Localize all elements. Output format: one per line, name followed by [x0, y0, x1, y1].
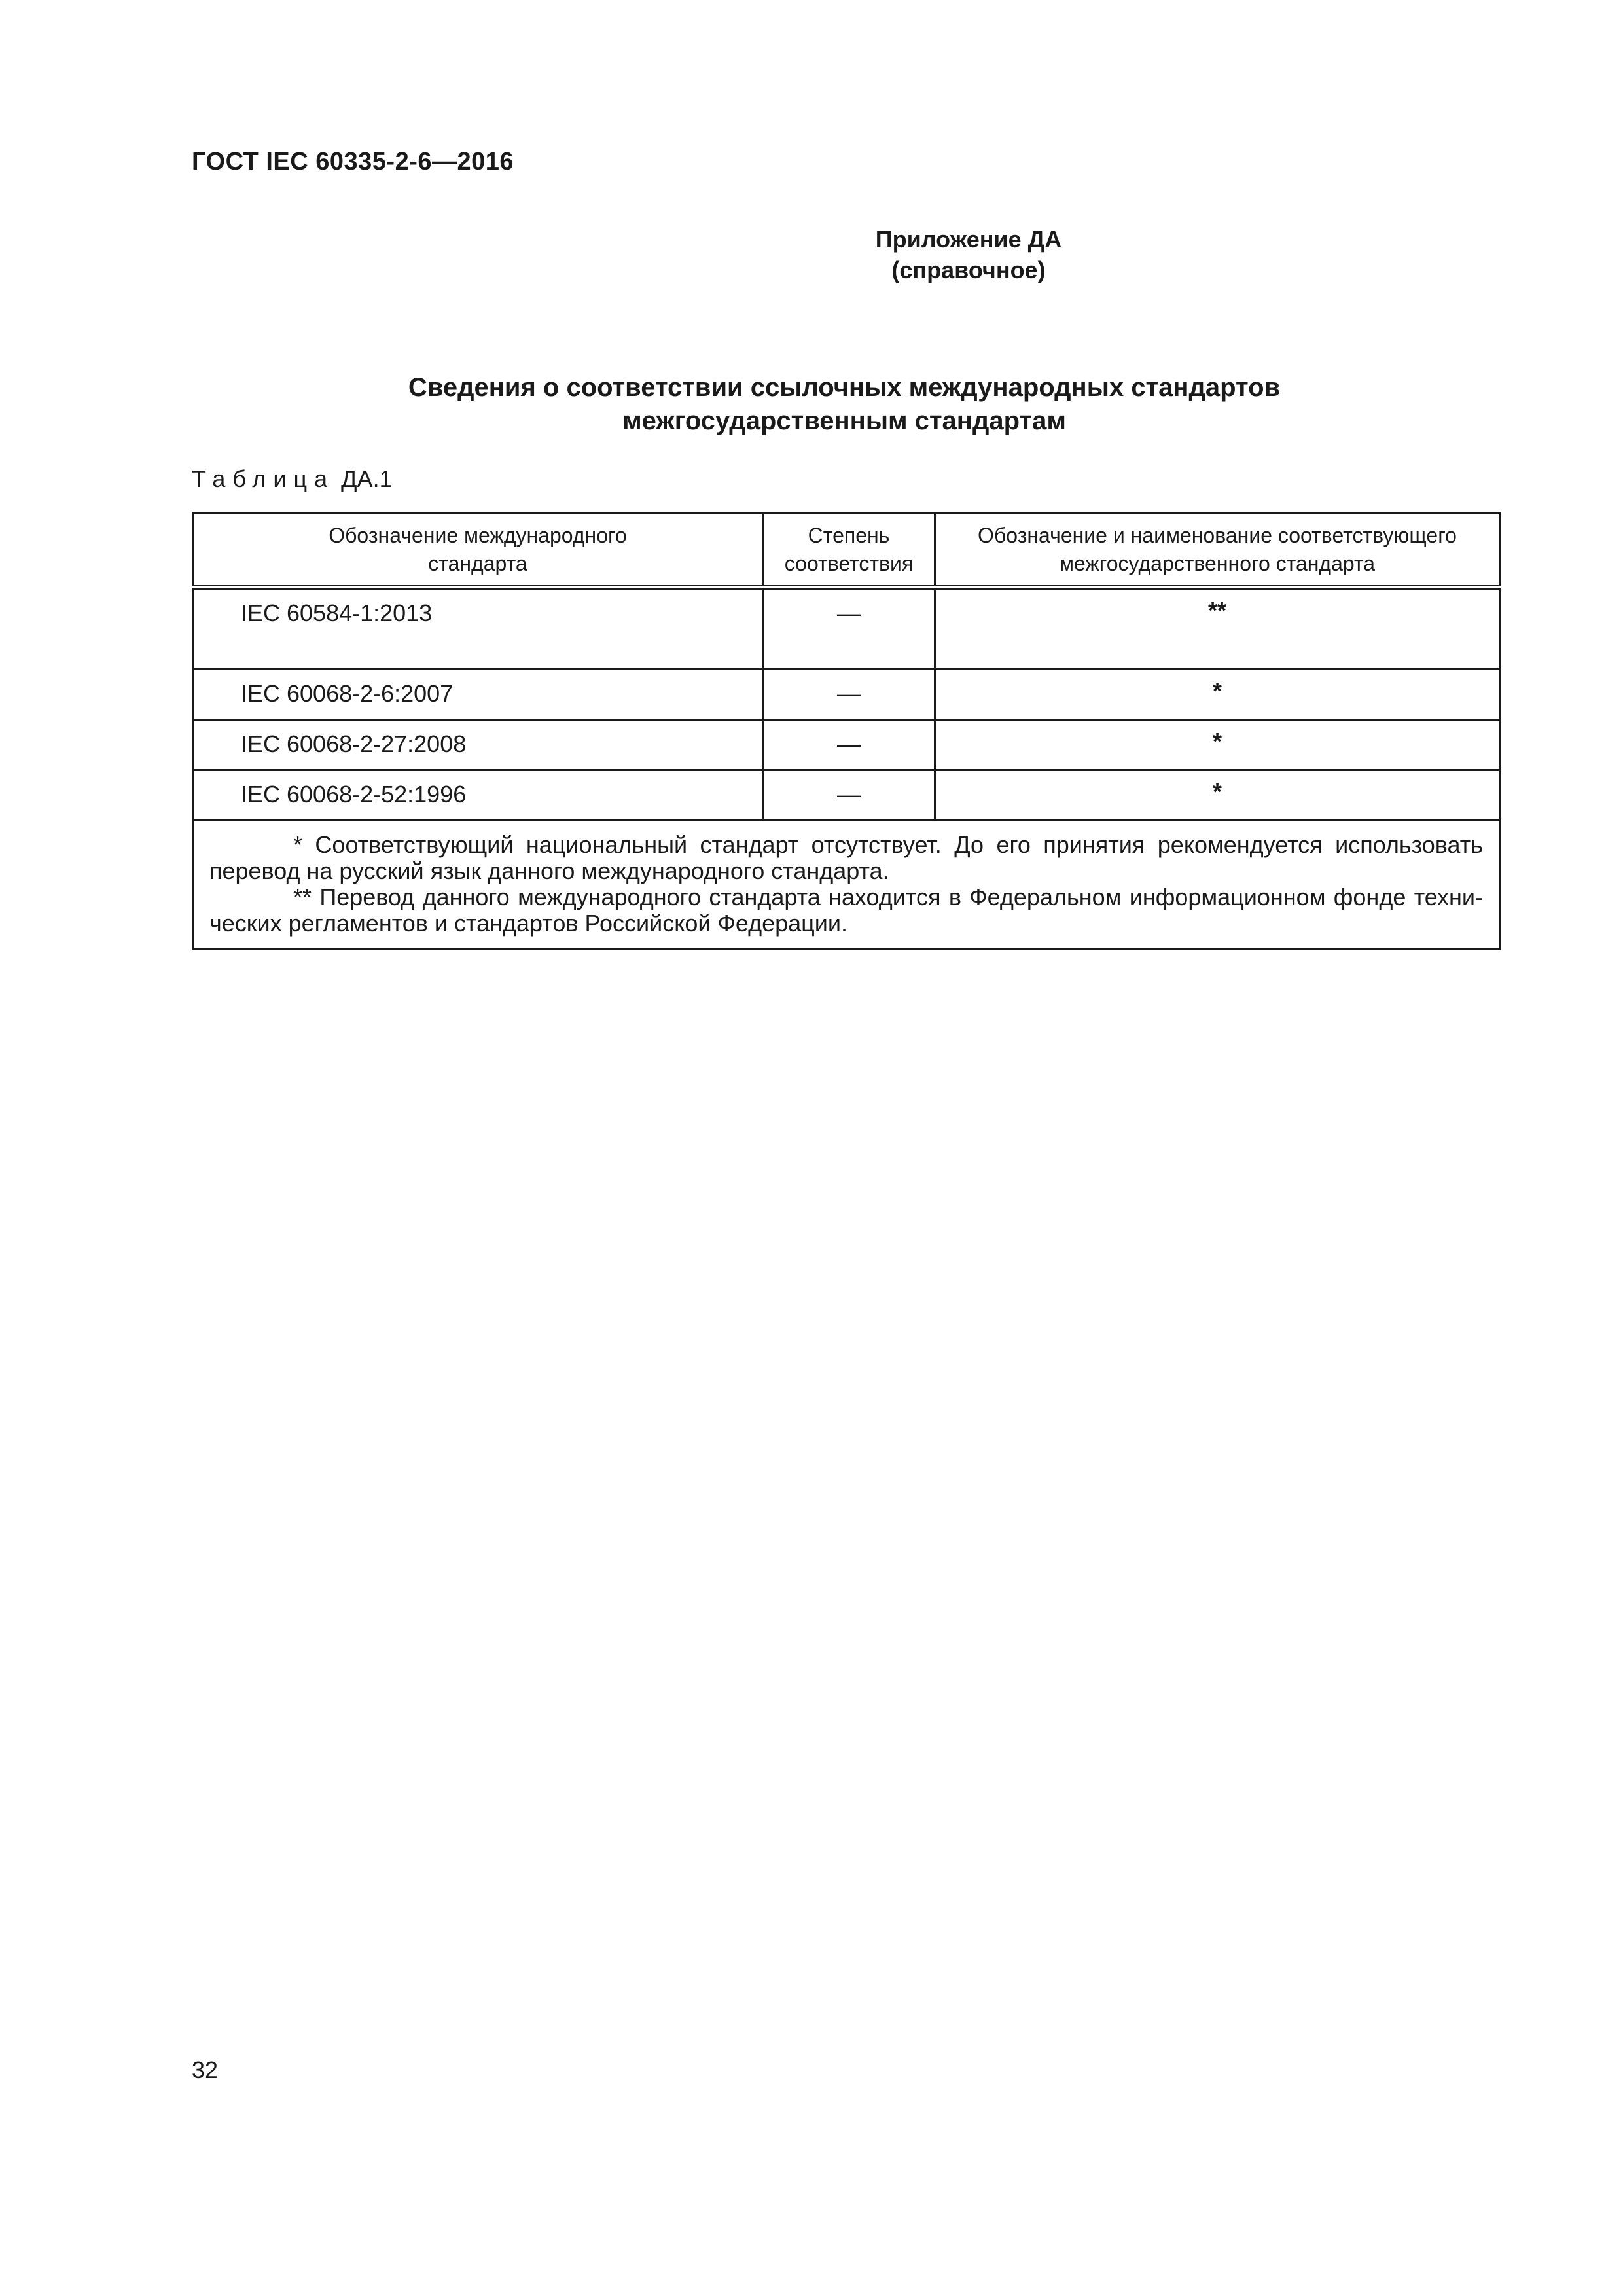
table-notes-row [193, 821, 1500, 950]
table-row [193, 670, 1500, 720]
cell-degree: — [763, 670, 935, 720]
section-title [249, 371, 1440, 438]
header-degree-of-conformity: Степень соответствия [763, 514, 935, 588]
table-caption-word: Таблица [192, 465, 335, 492]
appendix-subtitle: (справочное) [891, 257, 1046, 283]
cell-standard-code: IEC 60068-2-27:2008 [193, 720, 763, 770]
cell-interstate-standard: * [935, 720, 1500, 770]
cell-interstate-standard: * [935, 670, 1500, 720]
table-notes [193, 821, 1500, 950]
section-title-line1: Сведения о соответствии ссылочных международных стандартов [408, 373, 1281, 402]
cell-degree: — [763, 588, 935, 670]
cell-standard-code: IEC 60068-2-6:2007 [193, 670, 763, 720]
cell-standard-code: IEC 60584-1:2013 [193, 588, 763, 670]
cell-standard-code: IEC 60068-2-52:1996 [193, 770, 763, 821]
section-title-line2: межгосударственным стандартам [622, 406, 1066, 435]
appendix-heading [628, 224, 1309, 285]
note-single-asterisk: * Соответствующий национальный стандарт отсутствует. До его принятия рекомендуется использовать перевод на русский язык данного международного стандарта. [209, 831, 1483, 884]
page-number: 32 [192, 2056, 219, 2083]
cell-interstate-standard: * [935, 770, 1500, 821]
header-international-standard: Обозначение международного стандарта [193, 514, 763, 588]
document-code: ГОСТ IEC 60335-2-6—2016 [192, 148, 514, 175]
table-caption-number: ДА.1 [341, 465, 393, 492]
standards-table [192, 512, 1501, 950]
appendix-title: Приложение ДА [875, 226, 1062, 253]
table-caption [192, 465, 393, 493]
note-double-asterisk: ** Перевод данного международного стандарта находится в Федеральном информационном фонде технических регламентов и стандартов Российской Федерации. [209, 884, 1483, 937]
header-interstate-standard: Обозначение и наименование соответствующего межгосударственного стандарта [935, 514, 1500, 588]
cell-interstate-standard: ** [935, 588, 1500, 670]
table-header-row [193, 514, 1500, 588]
table-row [193, 770, 1500, 821]
cell-degree: — [763, 770, 935, 821]
table-row [193, 588, 1500, 670]
cell-degree: — [763, 720, 935, 770]
table-row [193, 720, 1500, 770]
